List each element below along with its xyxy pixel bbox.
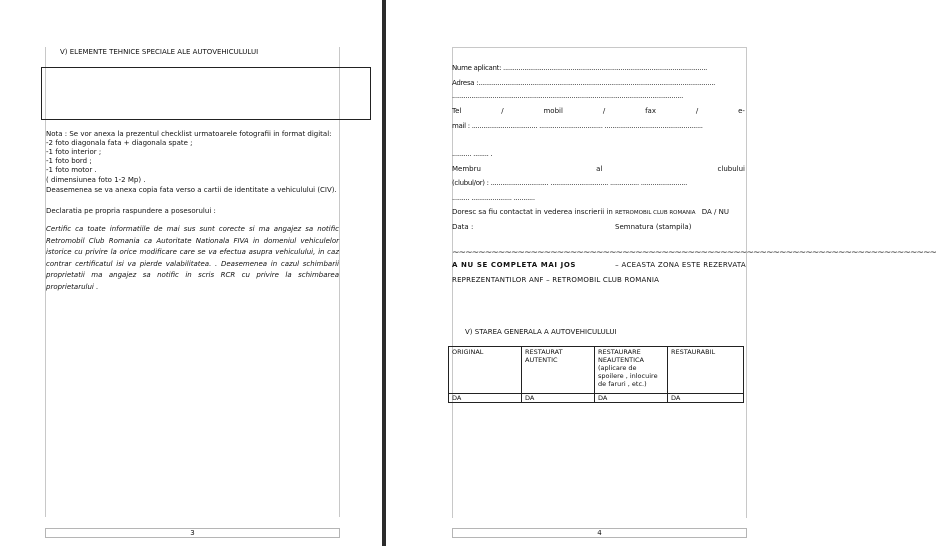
declaration-line: proprietarului . [46, 282, 99, 291]
cell-restaurabil[interactable]: DA [668, 394, 744, 403]
tel-word: mobil [543, 107, 563, 115]
signature-label: Semnatura (stampila) [615, 223, 692, 231]
table-row[interactable] [449, 394, 744, 403]
declaration-line: contrar certificatul isi va pierde valabilitatea. . Deasemenea in cazul schimbarii [46, 259, 339, 268]
mail-field[interactable]: mail : .................................. ................................. ................................................... [452, 122, 703, 130]
header-restaurat-autentic: RESTAURAT AUTENTIC [522, 347, 595, 394]
address-continuation: ........................................................................................................................ [452, 92, 684, 100]
general-state-table [448, 346, 744, 403]
technical-elements-box[interactable] [41, 67, 371, 120]
right-page-number: 4 [597, 529, 602, 537]
reserved-rest: – ACEASTA ZONA ESTE REZERVATA [615, 261, 746, 269]
tel-word: / [695, 107, 699, 115]
note-line: -1 foto motor . [46, 166, 97, 174]
member-line [452, 165, 745, 174]
clubs-field[interactable]: (clubul/or) : .............................. .............................. ............... ........................ [452, 179, 688, 187]
right-section-title: V) STAREA GENERALA A AUTOVEHICULULUI [465, 328, 617, 336]
note-line: -2 foto diagonala fata + diagonala spate ; [46, 139, 193, 147]
applicant-field[interactable]: Nume aplicant: .......................................................................................................... [452, 64, 708, 72]
header-label: RESTAURARE NEAUTENTICA [598, 348, 644, 364]
note-line: Deasemenea se va anexa copia fata verso a cartii de identitate a vehiculului (CIV). [46, 186, 337, 194]
contact-wish-line [452, 208, 729, 218]
member-word: al [596, 165, 603, 173]
tel-line[interactable] [452, 107, 745, 116]
note-line: -1 foto bord ; [46, 157, 92, 165]
declaration-line: Certific ca toate informatiile de mai sus sunt corecte si ma angajez sa notific [46, 225, 339, 233]
header-restaurare-neautentica [595, 347, 668, 394]
reserved-bold: A NU SE COMPLETA MAI JOS [452, 261, 577, 269]
reserved-line-2: REPREZENTANTILOR ANF – RETROMOBIL CLUB ROMANIA [452, 276, 660, 284]
date-label: Data : [452, 223, 474, 231]
member-word: Membru [452, 165, 481, 173]
note-line: Nota : Se vor anexa la prezentul checklist urmatoarele fotografii in format digital: [46, 130, 332, 138]
wish-text: Doresc sa fiu contactat in vederea inscrierii in [452, 208, 613, 216]
wish-club: RETROMOBIL CLUB ROMANIA [615, 210, 696, 216]
page-divider [382, 0, 386, 546]
reserved-notice [452, 261, 746, 270]
tel-word: fax [645, 107, 656, 115]
member-word: clubului [717, 165, 745, 173]
header-note: (aplicare de spoilere , inlocuire de faruri , etc.) [598, 364, 658, 388]
tel-word: e- [738, 107, 745, 115]
note-line: -1 foto interior ; [46, 148, 102, 156]
tel-word: Tel [452, 107, 462, 115]
left-section-title: V) ELEMENTE TEHNICE SPECIALE ALE AUTOVEHICULULUI [60, 48, 259, 56]
header-restaurabil: RESTAURABIL [668, 347, 744, 394]
wish-answer[interactable]: DA / NU [701, 208, 729, 216]
declaration-line: istorice cu privire la orice modificare care se va efectua asupra vehiculului, in caz [46, 248, 339, 256]
declaration-title: Declaratia pe propria raspundere a posesorului : [46, 207, 216, 215]
dots-line: .......... ........ . [452, 150, 493, 158]
table-header-row [449, 347, 744, 394]
declaration-line: Retromobil Club Romania ca Autoritate Nationala FIVA in domeniul vehiculelor [46, 236, 339, 245]
address-field[interactable]: Adresa :........................................................................................................................... [452, 79, 716, 87]
dots-line-2: ......... ..................... ........... [452, 194, 535, 202]
header-original: ORIGINAL [449, 347, 522, 394]
cell-restaurare-neautentica[interactable]: DA [595, 394, 668, 403]
left-page-number: 3 [190, 529, 195, 537]
declaration-line: proprietatii ma angajez sa notific in scris RCR cu privire la schimbarea [46, 271, 339, 279]
declaration-text [46, 224, 339, 293]
wavy-separator: ~~~~~~~~~~~~~~~~~~~~~~~~~~~~~~~~~~~~~~~~~~~~~~~~~~~~~~~~~~~~~~~~~~~~~~~~~~ [452, 248, 936, 258]
tel-word: / [602, 107, 606, 115]
note-line: ( dimensiunea foto 1-2 Mp) . [46, 176, 146, 184]
cell-restaurat-autentic[interactable]: DA [522, 394, 595, 403]
cell-original[interactable]: DA [449, 394, 522, 403]
tel-word: / [501, 107, 504, 115]
